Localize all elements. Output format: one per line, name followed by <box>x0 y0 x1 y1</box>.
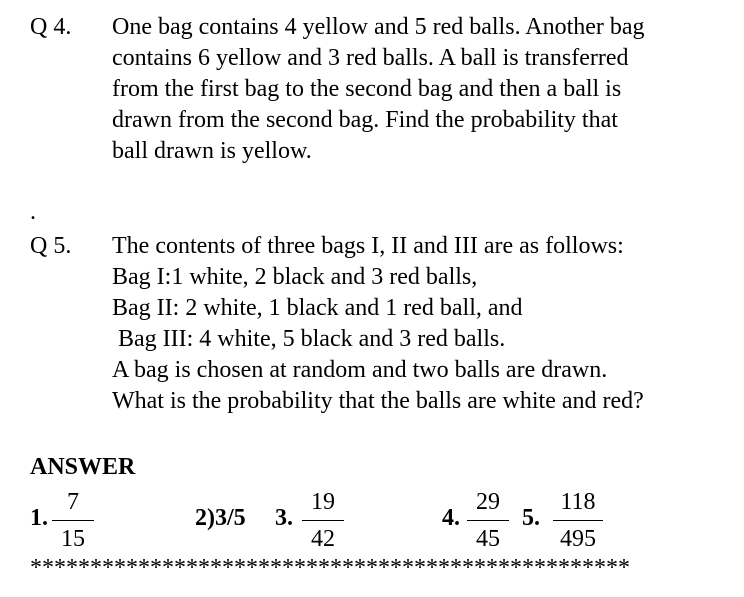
answer-4-numerator: 29 <box>476 489 500 515</box>
answer-3-numerator: 19 <box>311 489 335 515</box>
answer-3-label: 3. <box>275 505 293 531</box>
answer-5-fraction <box>549 489 607 552</box>
answer-5-denominator: 495 <box>560 526 596 552</box>
question-4-line: One bag contains 4 yellow and 5 red balls. Another bag <box>112 14 645 40</box>
answer-3-fraction <box>298 489 348 552</box>
answer-5-label: 5. <box>522 505 540 531</box>
question-5-line: The contents of three bags I, II and III are as follows: <box>112 233 624 259</box>
fraction-bar <box>302 520 344 521</box>
question-5-line: Bag II: 2 white, 1 black and 1 red ball, and <box>112 295 523 321</box>
answer-4-denominator: 45 <box>476 526 500 552</box>
answer-1-denominator: 15 <box>61 526 85 552</box>
answer-1-fraction <box>48 489 98 552</box>
fraction-bar <box>52 520 94 521</box>
answer-3-denominator: 42 <box>311 526 335 552</box>
answer-5-numerator: 118 <box>560 489 596 515</box>
question-4-line: ball drawn is yellow. <box>112 138 312 164</box>
question-5-line: Bag I:1 white, 2 black and 3 red balls, <box>112 264 478 290</box>
answer-4-label: 4. <box>442 505 460 531</box>
question-4-line: from the first bag to the second bag and then a ball is <box>112 76 622 102</box>
question-5-line: What is the probability that the balls are white and red? <box>112 388 644 414</box>
fraction-bar <box>467 520 509 521</box>
answer-2-text: 2)3/5 <box>195 505 246 531</box>
separator-dot: . <box>30 199 36 225</box>
fraction-bar <box>553 520 603 521</box>
question-5-line: A bag is chosen at random and two balls are drawn. <box>112 357 608 383</box>
question-4-line: drawn from the second bag. Find the probability that <box>112 107 618 133</box>
question-4-text <box>112 12 645 167</box>
star-divider: ************************************************** <box>30 555 630 581</box>
question-4-line: contains 6 yellow and 3 red balls. A ball is transferred <box>112 45 629 71</box>
answer-1-label: 1. <box>30 505 48 531</box>
answer-heading: ANSWER <box>30 454 136 480</box>
question-5-number: Q 5. <box>30 233 72 259</box>
question-5-text <box>112 231 644 417</box>
answer-4-fraction <box>463 489 513 552</box>
answer-1-numerator: 7 <box>67 489 79 515</box>
question-4-number: Q 4. <box>30 14 72 40</box>
question-5-line: Bag III: 4 white, 5 black and 3 red balls. <box>112 326 506 352</box>
